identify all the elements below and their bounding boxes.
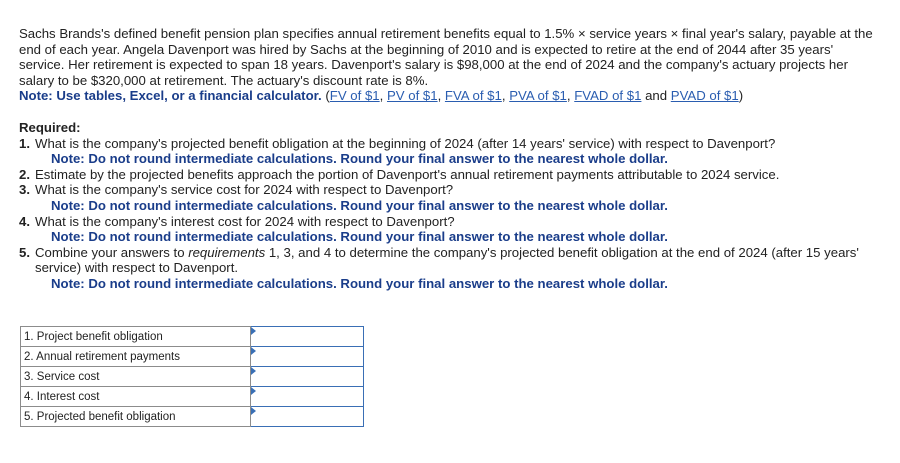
row-label-annual-retirement-payments: 2. Annual retirement payments [21, 347, 251, 367]
required-heading: Required: [19, 119, 81, 135]
table-row [21, 327, 364, 347]
link-fvad-of-1[interactable]: FVAD of $1 [574, 88, 642, 104]
link-fva-of-1[interactable]: FVA of $1 [444, 88, 502, 104]
requirement-item: 1. What is the company's projected benefit obligation at the beginning of 2024 (after 14 years' service) with respect to Davenport? Note: Do not round intermediate calculations. Round your final answer to the nearest whole dollar. [35, 136, 881, 167]
requirement-text: What is the company's interest cost for 2024 with respect to Davenport? [35, 213, 455, 229]
rounding-note: Note: Do not round intermediate calculations. Round your final answer to the nearest whole dollar. [51, 229, 668, 245]
answer-table [20, 326, 364, 427]
row-label-project-benefit-obligation: 1. Project benefit obligation [21, 327, 251, 347]
link-pva-of-1[interactable]: PVA of $1 [509, 88, 567, 104]
link-pv-of-1[interactable]: PV of $1 [386, 88, 438, 104]
rounding-note: Note: Do not round intermediate calculations. Round your final answer to the nearest whole dollar. [51, 151, 668, 167]
link-pvad-of-1[interactable]: PVAD of $1 [670, 88, 739, 104]
projected-benefit-obligation-input[interactable] [251, 408, 363, 426]
answer-cell [251, 327, 364, 347]
interest-cost-input[interactable] [251, 388, 363, 406]
problem-container [19, 26, 881, 292]
table-row [21, 367, 364, 387]
requirement-text: What is the company's service cost for 2024 with respect to Davenport? [35, 182, 454, 198]
requirement-item: 4. What is the company's interest cost for 2024 with respect to Davenport? Note: Do not round intermediate calculations. Round your final answer to the nearest whole dollar. [35, 214, 881, 245]
requirement-text: Estimate by the projected benefits approach the portion of Davenport's annual retirement payments attributable to 2024 service. [35, 166, 780, 182]
requirement-item: 5. Combine your answers to requirements 1, 3, and 4 to determine the company's projected benefit obligation at the end of 2024 (after 15 years' service) with respect to Davenport. Note: Do not round intermediate calculations. Round your final answer to the nearest whole dollar. [35, 245, 881, 292]
answer-cell [251, 367, 364, 387]
annual-retirement-payments-input[interactable] [251, 348, 363, 366]
rounding-note: Note: Do not round intermediate calculations. Round your final answer to the nearest whole dollar. [51, 197, 668, 213]
table-row [21, 347, 364, 367]
requirement-item: 2. Estimate by the projected benefits approach the portion of Davenport's annual retirement payments attributable to 2024 service. [19, 166, 780, 182]
requirements-list [19, 136, 881, 292]
answer-cell [251, 387, 364, 407]
table-links: (FV of $1, PV of $1, FVA of $1, PVA of $1, FVAD of $1 and PVAD of $1) [325, 88, 744, 104]
calculator-note: Note: Use tables, Excel, or a financial calculator. [19, 88, 322, 104]
link-fv-of-1[interactable]: FV of $1 [329, 88, 380, 104]
calculator-note-line [19, 88, 881, 104]
project-benefit-obligation-input[interactable] [251, 328, 363, 346]
table-row [21, 387, 364, 407]
answer-cell [251, 347, 364, 367]
requirement-item: 3. What is the company's service cost for 2024 with respect to Davenport? Note: Do not round intermediate calculations. Round your final answer to the nearest whole dollar. [35, 182, 881, 213]
requirement-text: What is the company's projected benefit obligation at the beginning of 2024 (after 14 years' service) with respect to Davenport? [35, 135, 776, 151]
table-row [21, 407, 364, 427]
row-label-interest-cost: 4. Interest cost [21, 387, 251, 407]
row-label-service-cost: 3. Service cost [21, 367, 251, 387]
answer-cell [251, 407, 364, 427]
rounding-note: Note: Do not round intermediate calculations. Round your final answer to the nearest whole dollar. [51, 275, 668, 291]
service-cost-input[interactable] [251, 368, 363, 386]
problem-text: Sachs Brands's defined benefit pension plan specifies annual retirement benefits equal to 1.5% × service years × final year's salary, payable at the end of each year. Angela Davenport was hired by Sachs at the beginning of 2010 and is expected to retire at the end of 2044 after 35 years' service. Her retirement is expected to span 18 years. Davenport's salary is $98,000 at the end of 2024 and the company's actuary projects her salary to be $320,000 at retirement. The actuary's discount rate is 8%. [19, 26, 873, 88]
row-label-projected-benefit-obligation: 5. Projected benefit obligation [21, 407, 251, 427]
requirement-text: Combine your answers to requirements 1, 3, and 4 to determine the company's projected benefit obligation at the end of 2024 (after 15 years' service) with respect to Davenport. [35, 244, 859, 276]
